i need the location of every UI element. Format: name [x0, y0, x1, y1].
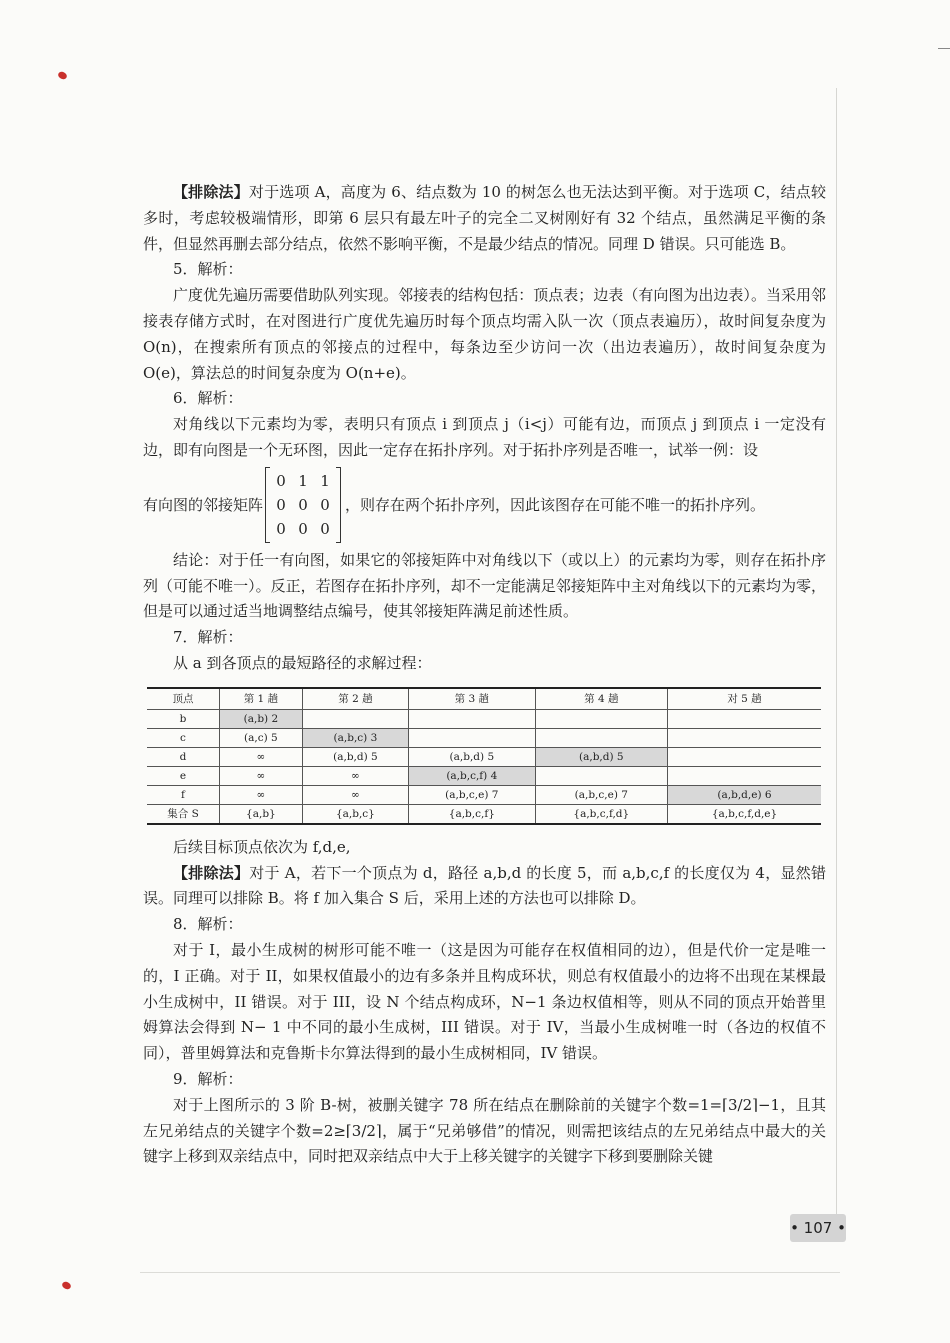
matrix-conclusion: ，则存在两个拓扑序列，因此该图存在可能不唯一的拓扑序列。: [345, 496, 766, 515]
table-cell: ∞: [220, 785, 303, 804]
table-row: [147, 747, 821, 766]
q6-body: 对角线以下元素均为零，表明只有顶点 i 到顶点 j（i<j）可能有边，而顶点 j 到顶点 i 一定没有边，即有向图是一个无环图，因此一定存在拓扑序列。对于拓扑序列是否唯一，试举一例：设: [143, 415, 826, 459]
q6-conclusion: 结论：对于任一有向图，如果它的邻接矩阵中对角线以下（或以上）的元素均为零，则存在拓扑序列（可能不唯一）。反正，若图存在拓扑序列，却不一定能满足邻接矩阵中主对角线以下的元素均为零，但是可以通过适当地调整结点编号，使其邻接矩阵满足前述性质。: [143, 550, 826, 621]
table-header-cell: 对 5 趟: [668, 688, 822, 710]
table-cell: (a,c) 5: [220, 728, 303, 747]
adjacency-matrix: [265, 467, 341, 543]
q5-body: 广度优先遍历需要借助队列实现。邻接表的结构包括：顶点表；边表（有向图为出边表）。当采用邻接表存储方式时，在对图进行广度优先遍历时每个顶点均需入队一次（顶点表遍历），故时间复杂度为 O(n)，在搜索所有顶点的邻接点的过程中，每条边至少访问一次（出边表遍历），故时间复杂度为 O(e)，算法总的时间复杂度为 O(n+e)。: [143, 286, 826, 382]
matrix-cell: 1: [298, 471, 308, 490]
table-cell: (a,b,d) 5: [409, 747, 536, 766]
table-row: [147, 709, 821, 728]
q7-intro: 从 a 到各顶点的最短路径的求解过程：: [173, 653, 432, 672]
table-cell: [535, 709, 667, 728]
table-cell: ∞: [220, 766, 303, 785]
table-cell: ∞: [302, 785, 408, 804]
matrix-cell: 0: [320, 519, 330, 538]
matrix-cell: 0: [320, 495, 330, 514]
exclusion-paragraph-1: 【排除法】对于选项 A，高度为 6、结点数为 10 的树怎么也无法达到平衡。对于选项 C，结点较多时，考虑较极端情形，即第 6 层只有最左叶子的完全二叉树刚好有 32 个结点，虽然满足平衡的条件，但显然再删去部分结点，依然不影响平衡，不是最少结点的情况。同理 D 错误。只可能选 B。: [143, 183, 826, 253]
table-cell-selected: (a,b,d,e) 6: [668, 785, 822, 804]
table-cell: f: [147, 785, 220, 804]
table-cell: ∞: [302, 766, 408, 785]
margin-mark: [938, 48, 950, 49]
q6-heading: 6．解析：: [173, 389, 243, 408]
table-cell: (a,b,d) 5: [302, 747, 408, 766]
table-cell-selected: (a,b) 2: [220, 709, 303, 728]
table-header-cell: 第 3 趟: [409, 688, 536, 710]
table-cell: b: [147, 709, 220, 728]
table-cell: [668, 747, 822, 766]
q9-heading: 9．解析：: [173, 1069, 243, 1088]
page-number: • 107 •: [790, 1214, 846, 1242]
matrix-cell: 1: [320, 471, 330, 490]
table-row: [147, 785, 821, 804]
table-cell: [668, 709, 822, 728]
q8-body: 对于 I，最小生成树的树形可能不唯一（这是因为可能存在权值相同的边），但是代价一定是唯一的，I 正确。对于 II，如果权值最小的边有多条并且构成环状，则总有权值最小的边将不出现在某棵最小生成树中，II 错误。对于 III，设 N 个结点构成环，N−1 条边权值相等，则从不同的顶点开始普里姆算法会得到 N− 1 中不同的最小生成树，III 错误。对于 IV，当最小生成树唯一时（各边的权值不同），普里姆算法和克鲁斯卡尔算法得到的最小生成树相同，IV 错误。: [143, 940, 826, 1063]
table-cell: [668, 728, 822, 747]
matrix-cell: 0: [298, 495, 308, 514]
table-cell: c: [147, 728, 220, 747]
table-header-cell: 第 4 趟: [535, 688, 667, 710]
table-row: [147, 766, 821, 785]
table-cell: (a,b,c,e) 7: [409, 785, 536, 804]
table-cell: d: [147, 747, 220, 766]
red-ink-mark: [57, 70, 68, 80]
table-row: [147, 728, 821, 747]
table-cell: [535, 766, 667, 785]
table-cell: e: [147, 766, 220, 785]
table-cell: {a,b,c,f,d}: [535, 804, 667, 824]
table-cell: {a,b}: [220, 804, 303, 824]
table-cell: [409, 728, 536, 747]
matrix-label: 有向图的邻接矩阵: [143, 496, 264, 515]
adjacency-matrix-line: [143, 466, 826, 544]
table-cell: [409, 709, 536, 728]
exclusion-paragraph-2: 【排除法】对于 A，若下一个顶点为 d，路径 a,b,d 的长度 5，而 a,b,c,f 的长度仅为 4，显然错误。同理可以排除 B。将 f 加入集合 S 后，采用上述的方法也可以排除 D。: [143, 863, 826, 908]
table-header-cell: 第 2 趟: [302, 688, 408, 710]
red-ink-mark: [61, 1280, 72, 1290]
q5-heading: 5．解析：: [173, 260, 243, 279]
page-content: [143, 180, 826, 1170]
table-cell: {a,b,c,f}: [409, 804, 536, 824]
table-cell: ∞: [220, 747, 303, 766]
table-header-row: [147, 688, 821, 710]
matrix-cell: 0: [276, 519, 286, 538]
table-cell: 集合 S: [147, 804, 220, 824]
q9-body: 对于上图所示的 3 阶 B-树，被删关键字 78 所在结点在删除前的关键字个数=1=⌈3/2⌉−1，且其左兄弟结点的关键字个数=2≥⌈3/2⌉，属于“兄弟够借”的情况，则需把该结点的左兄弟结点中最大的关键字上移到双亲结点中，同时把双亲结点中大于上移关键字的关键字下移到要删除关键: [143, 1095, 826, 1166]
matrix-cell: 0: [276, 495, 286, 514]
matrix-cell: 0: [298, 519, 308, 538]
page-bottom-line: [140, 1272, 840, 1273]
table-header-cell: 顶点: [147, 688, 220, 710]
table-cell: {a,b,c,f,d,e}: [668, 804, 822, 824]
q8-heading: 8．解析：: [173, 915, 243, 934]
table-cell: [668, 766, 822, 785]
table-cell: {a,b,c}: [302, 804, 408, 824]
table-cell: (a,b,c,e) 7: [535, 785, 667, 804]
table-cell-selected: (a,b,c) 3: [302, 728, 408, 747]
shortest-path-table: [147, 687, 821, 825]
table-cell: [535, 728, 667, 747]
table-cell-selected: (a,b,c,f) 4: [409, 766, 536, 785]
matrix-cell: 0: [276, 471, 286, 490]
table-cell-selected: (a,b,d) 5: [535, 747, 667, 766]
table-cell: [302, 709, 408, 728]
q7-after-table: 后续目标顶点依次为 f,d,e,: [173, 837, 351, 856]
table-header-cell: 第 1 趟: [220, 688, 303, 710]
q7-heading: 7．解析：: [173, 628, 243, 647]
page-edge-line: [836, 88, 837, 1238]
table-row: [147, 804, 821, 824]
